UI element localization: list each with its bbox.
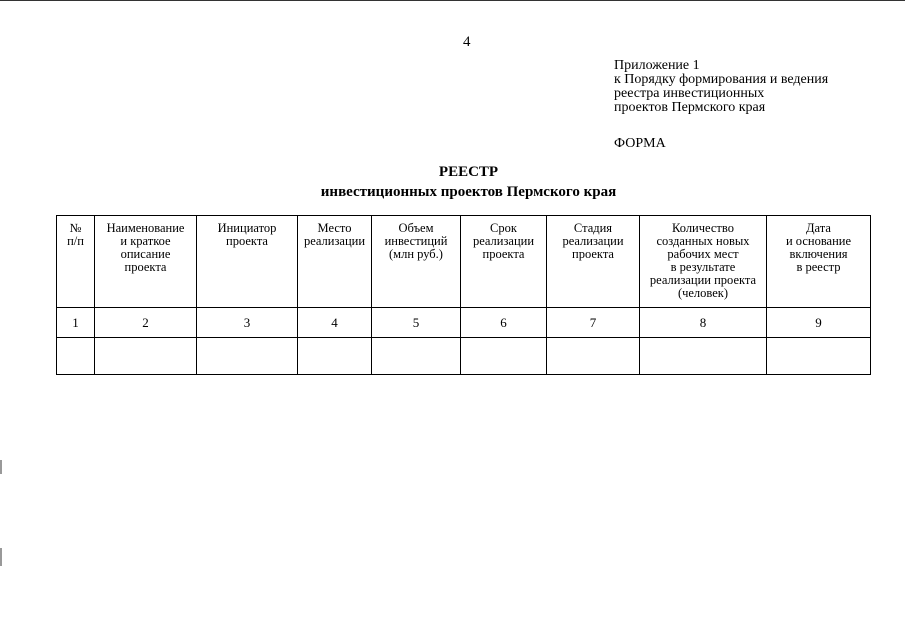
table-cell [767, 338, 871, 375]
annex-line: Приложение 1 [614, 58, 700, 73]
annex-line: проектов Пермского края [614, 100, 766, 115]
header-row [57, 216, 871, 308]
header-cell: Стадия реализации проекта [547, 216, 640, 308]
table-cell [547, 338, 640, 375]
document-subtitle: инвестиционных проектов Пермского края [320, 184, 617, 200]
registry-table [56, 215, 871, 375]
header-cell: Объем инвестиций (млн руб.) [372, 216, 461, 308]
table-cell [57, 338, 95, 375]
column-number-cell: 3 [197, 308, 298, 338]
header-cell: Дата и основание включения в реестр [767, 216, 871, 308]
header-cell: Срок реализации проекта [461, 216, 547, 308]
column-number-row [57, 308, 871, 338]
form-label: ФОРМА [614, 136, 666, 151]
column-number-cell: 4 [298, 308, 372, 338]
annex-line: к Порядку формирования и ведения [614, 72, 829, 87]
column-number-cell: 5 [372, 308, 461, 338]
table-cell [298, 338, 372, 375]
column-number-cell: 2 [95, 308, 197, 338]
header-cell: № п/п [57, 216, 95, 308]
scan-artifact [0, 548, 2, 566]
table-cell [197, 338, 298, 375]
column-number-cell: 7 [547, 308, 640, 338]
document-title: РЕЕСТР [438, 164, 499, 180]
scan-top-border [0, 0, 905, 1]
header-cell: Место реализации [298, 216, 372, 308]
table-row [57, 338, 871, 375]
page-number: 4 [463, 34, 471, 50]
column-number-cell: 6 [461, 308, 547, 338]
header-cell: Наименование и краткое описание проекта [95, 216, 197, 308]
table-cell [640, 338, 767, 375]
table-cell [372, 338, 461, 375]
table-cell [461, 338, 547, 375]
header-cell: Количество созданных новых рабочих мест в результате реализации проекта (человек) [640, 216, 767, 308]
table-cell [95, 338, 197, 375]
column-number-cell: 9 [767, 308, 871, 338]
annex-block [614, 59, 828, 115]
column-number-cell: 8 [640, 308, 767, 338]
column-number-cell: 1 [57, 308, 95, 338]
scan-artifact [0, 460, 2, 474]
annex-line: реестра инвестиционных [614, 86, 765, 101]
header-cell: Инициатор проекта [197, 216, 298, 308]
